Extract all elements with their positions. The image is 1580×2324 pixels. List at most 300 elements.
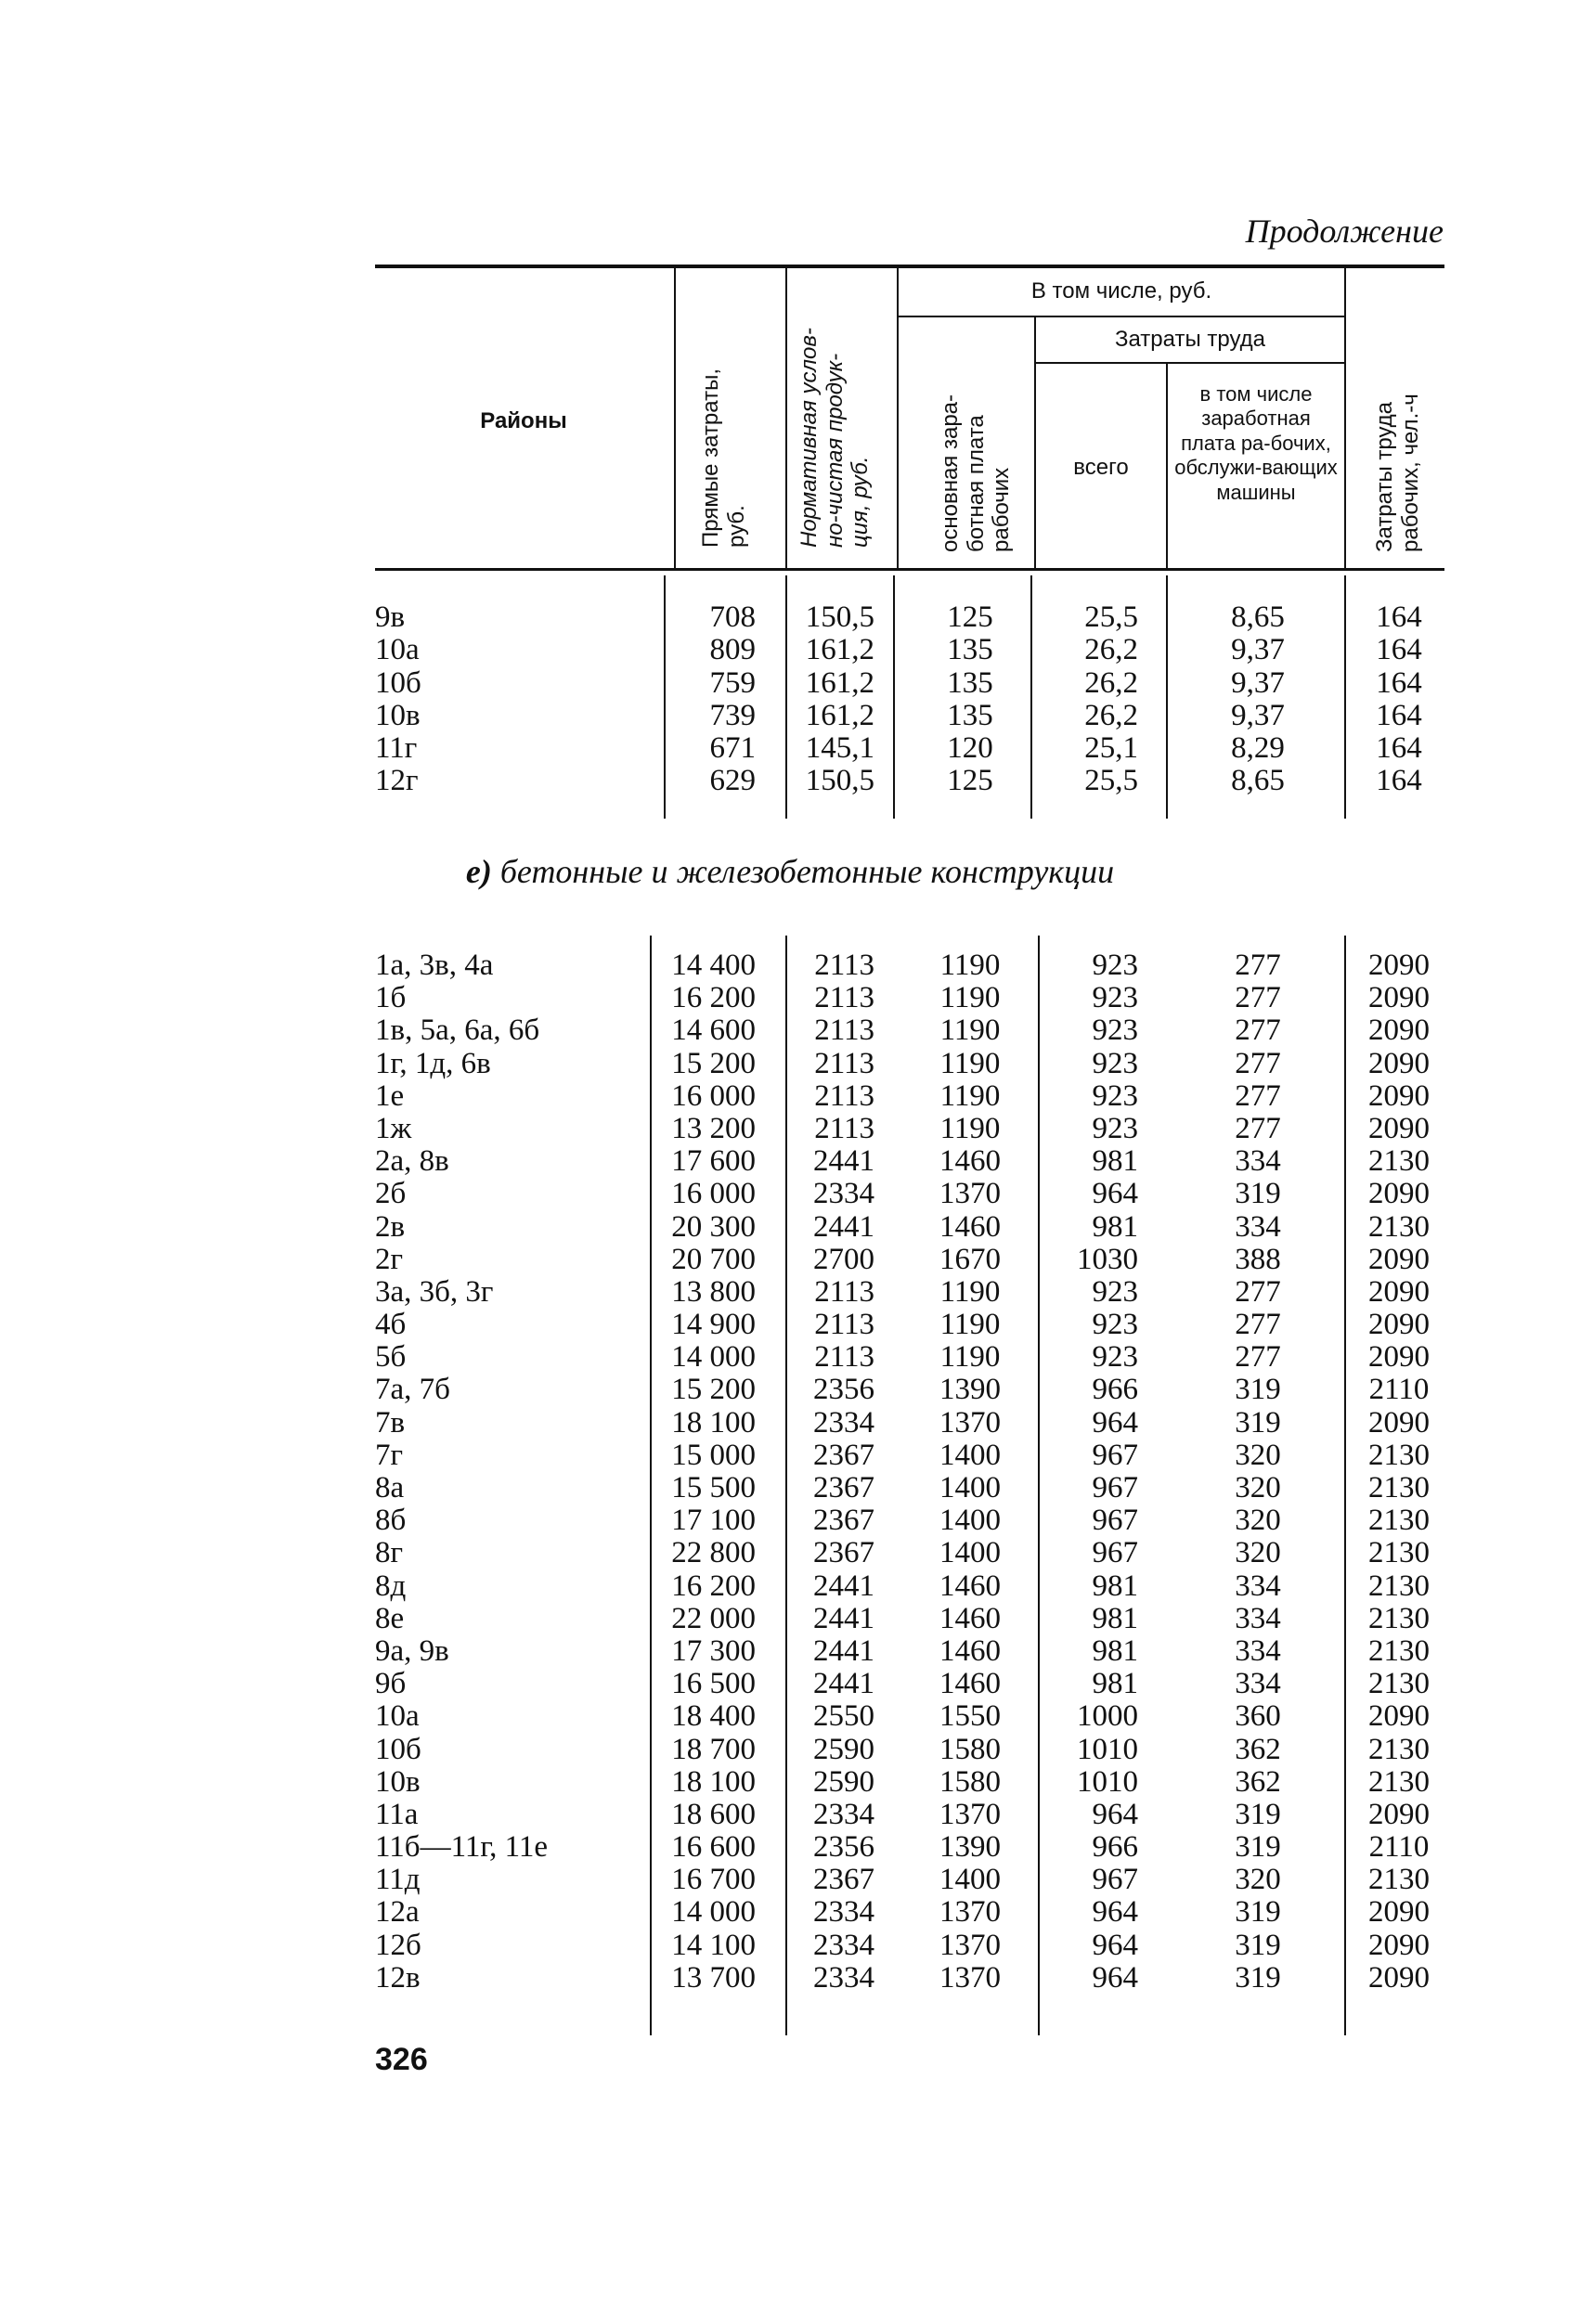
labor-hours-cell: 164 — [1376, 665, 1422, 700]
labor-total-cell: 1010 — [1077, 1764, 1138, 1799]
labor-hours-cell: 164 — [1376, 633, 1422, 667]
region-cell: 7г — [375, 1438, 404, 1472]
base-wage-cell: 1400 — [939, 1536, 1001, 1570]
labor-total-cell: 26,2 — [1084, 633, 1138, 667]
region-cell: 7а, 7б — [375, 1373, 450, 1407]
base-wage-cell: 1190 — [939, 1274, 1001, 1309]
labor-total-cell: 964 — [1092, 1405, 1138, 1440]
region-cell: 10б — [375, 1732, 421, 1766]
labor-total-cell: 964 — [1092, 1177, 1138, 1211]
region-cell: 10а — [375, 633, 420, 667]
normative-output-cell: 2334 — [813, 1797, 874, 1831]
machine-wage-cell: 8,65 — [1231, 764, 1285, 798]
direct-costs-cell: 17 100 — [671, 1504, 756, 1538]
normative-output-cell: 2334 — [813, 1928, 874, 1962]
labor-hours-cell: 164 — [1376, 731, 1422, 766]
labor-hours-cell: 2090 — [1368, 1014, 1430, 1048]
labor-total-cell: 981 — [1092, 1144, 1138, 1179]
labor-hours-cell: 2130 — [1368, 1471, 1430, 1504]
labor-total-cell: 966 — [1092, 1373, 1138, 1407]
base-wage-cell: 1580 — [939, 1764, 1001, 1799]
region-cell: 3а, 3б, 3г — [375, 1274, 494, 1309]
direct-costs-cell: 17 300 — [671, 1633, 756, 1668]
labor-hours-cell: 2090 — [1368, 1177, 1430, 1211]
normative-output-cell: 161,2 — [805, 698, 874, 732]
machine-wage-cell: 277 — [1235, 1046, 1281, 1080]
machine-wage-cell: 277 — [1235, 981, 1281, 1015]
normative-output-cell: 150,5 — [805, 600, 874, 634]
table-row — [0, 1276, 1580, 1309]
base-wage-cell: 1190 — [939, 981, 1001, 1015]
base-wage-cell: 1370 — [939, 1405, 1001, 1440]
normative-output-cell: 2334 — [813, 1405, 874, 1440]
base-wage-cell: 120 — [947, 731, 993, 766]
machine-wage-cell: 362 — [1235, 1764, 1281, 1799]
top-table-body — [0, 601, 1580, 798]
machine-wage-cell: 319 — [1235, 1373, 1281, 1407]
direct-costs-cell: 20 300 — [671, 1209, 756, 1244]
table-row — [0, 1048, 1580, 1080]
table-row — [0, 1440, 1580, 1472]
header-divider — [1344, 266, 1346, 568]
region-cell: 1б — [375, 981, 407, 1015]
table-row — [0, 1145, 1580, 1178]
machine-wage-cell: 8,29 — [1231, 731, 1285, 766]
table-row — [0, 1603, 1580, 1635]
header-divider — [897, 316, 1344, 317]
region-cell: 1е — [375, 1078, 405, 1113]
table-row — [0, 1014, 1580, 1047]
direct-costs-cell: 629 — [709, 764, 756, 798]
labor-total-cell: 25,5 — [1084, 600, 1138, 634]
direct-costs-cell: 17 600 — [671, 1144, 756, 1179]
header-direct-costs: Прямые затраты, руб. — [698, 368, 749, 548]
labor-total-cell: 923 — [1092, 1340, 1138, 1375]
direct-costs-cell: 18 400 — [671, 1699, 756, 1734]
base-wage-cell: 1400 — [939, 1438, 1001, 1472]
region-cell: 2г — [375, 1242, 404, 1276]
base-wage-cell: 1370 — [939, 1960, 1001, 1995]
labor-total-cell: 981 — [1092, 1633, 1138, 1668]
table-row — [0, 634, 1580, 666]
labor-hours-cell: 2090 — [1368, 1242, 1430, 1276]
base-wage-cell: 1460 — [939, 1601, 1001, 1635]
region-cell: 8б — [375, 1504, 407, 1538]
labor-hours-cell: 2090 — [1368, 1699, 1430, 1734]
labor-hours-cell: 2130 — [1368, 1764, 1430, 1799]
machine-wage-cell: 360 — [1235, 1699, 1281, 1734]
region-cell: 2в — [375, 1209, 406, 1244]
direct-costs-cell: 14 000 — [671, 1340, 756, 1375]
direct-costs-cell: 739 — [709, 698, 756, 732]
base-wage-cell: 1190 — [939, 1046, 1001, 1080]
header-machine-wage: в том числе заработная плата ра-бочих, обслужи-вающих машины — [1174, 382, 1338, 504]
labor-total-cell: 26,2 — [1084, 698, 1138, 732]
labor-total-cell: 964 — [1092, 1797, 1138, 1831]
table-row — [0, 732, 1580, 765]
base-wage-cell: 1580 — [939, 1732, 1001, 1766]
labor-total-cell: 1030 — [1077, 1242, 1138, 1276]
machine-wage-cell: 319 — [1235, 1177, 1281, 1211]
labor-total-cell: 967 — [1092, 1438, 1138, 1472]
machine-wage-cell: 320 — [1235, 1863, 1281, 1897]
table-row — [0, 1734, 1580, 1766]
bottom-table-body — [0, 949, 1580, 1995]
region-cell: 1ж — [375, 1111, 412, 1145]
labor-hours-cell: 164 — [1376, 764, 1422, 798]
normative-output-cell: 2367 — [813, 1504, 874, 1538]
table-row — [0, 1766, 1580, 1799]
labor-hours-cell: 2130 — [1368, 1601, 1430, 1635]
labor-hours-cell: 2130 — [1368, 1209, 1430, 1244]
base-wage-cell: 1370 — [939, 1895, 1001, 1930]
base-wage-cell: 1190 — [939, 1014, 1001, 1048]
region-cell: 12в — [375, 1960, 421, 1995]
base-wage-cell: 1370 — [939, 1177, 1001, 1211]
base-wage-cell: 1400 — [939, 1471, 1001, 1504]
direct-costs-cell: 16 200 — [671, 1569, 756, 1603]
labor-total-cell: 964 — [1092, 1960, 1138, 1995]
region-cell: 1г, 1д, 6в — [375, 1046, 491, 1080]
labor-total-cell: 923 — [1092, 1078, 1138, 1113]
labor-total-cell: 923 — [1092, 1274, 1138, 1309]
normative-output-cell: 2113 — [814, 1340, 874, 1375]
labor-total-cell: 1000 — [1077, 1699, 1138, 1734]
labor-total-cell: 964 — [1092, 1895, 1138, 1930]
base-wage-cell: 1460 — [939, 1569, 1001, 1603]
header-labor-total: всего — [1073, 455, 1129, 480]
table-row — [0, 1504, 1580, 1537]
labor-total-cell: 923 — [1092, 1046, 1138, 1080]
region-cell: 10в — [375, 698, 421, 732]
normative-output-cell: 2356 — [813, 1373, 874, 1407]
machine-wage-cell: 319 — [1235, 1928, 1281, 1962]
direct-costs-cell: 16 000 — [671, 1177, 756, 1211]
table-row — [0, 1700, 1580, 1733]
labor-total-cell: 981 — [1092, 1209, 1138, 1244]
labor-hours-cell: 2090 — [1368, 1895, 1430, 1930]
labor-hours-cell: 2090 — [1368, 981, 1430, 1015]
table-row — [0, 1962, 1580, 1995]
table-row — [0, 949, 1580, 982]
region-cell: 12б — [375, 1928, 421, 1962]
direct-costs-cell: 13 800 — [671, 1274, 756, 1309]
table-row — [0, 1211, 1580, 1244]
normative-output-cell: 2441 — [813, 1569, 874, 1603]
labor-total-cell: 967 — [1092, 1504, 1138, 1538]
normative-output-cell: 161,2 — [805, 665, 874, 700]
header-including: В том числе, руб. — [1030, 278, 1212, 303]
normative-output-cell: 2550 — [813, 1699, 874, 1734]
header-divider — [1034, 317, 1036, 568]
header-normative-output: Нормативная услов- но-чистая продук- ция, руб. — [796, 328, 874, 548]
direct-costs-cell: 14 900 — [671, 1308, 756, 1342]
labor-hours-cell: 2090 — [1368, 1274, 1430, 1309]
labor-hours-cell: 2090 — [1368, 1078, 1430, 1113]
machine-wage-cell: 9,37 — [1231, 633, 1285, 667]
labor-hours-cell: 164 — [1376, 600, 1422, 634]
direct-costs-cell: 18 100 — [671, 1764, 756, 1799]
table-row — [0, 1570, 1580, 1603]
header-divider — [674, 266, 676, 568]
direct-costs-cell: 13 700 — [671, 1960, 756, 1995]
base-wage-cell: 125 — [947, 764, 993, 798]
region-cell: 1а, 3в, 4а — [375, 949, 494, 982]
section-title-text: бетонные и железобетонные конструкции — [499, 853, 1115, 890]
direct-costs-cell: 16 200 — [671, 981, 756, 1015]
machine-wage-cell: 277 — [1235, 1274, 1281, 1309]
labor-hours-cell: 2090 — [1368, 949, 1430, 982]
base-wage-cell: 1390 — [939, 1830, 1001, 1865]
region-cell: 7в — [375, 1405, 406, 1440]
table-row — [0, 1080, 1580, 1113]
normative-output-cell: 2113 — [814, 1308, 874, 1342]
table-row — [0, 1309, 1580, 1341]
direct-costs-cell: 15 200 — [671, 1046, 756, 1080]
table-row — [0, 1472, 1580, 1504]
table-row — [0, 982, 1580, 1014]
labor-total-cell: 923 — [1092, 981, 1138, 1015]
table-row — [0, 700, 1580, 732]
labor-hours-cell: 2130 — [1368, 1144, 1430, 1179]
labor-total-cell: 923 — [1092, 949, 1138, 982]
machine-wage-cell: 277 — [1235, 1308, 1281, 1342]
direct-costs-cell: 759 — [709, 665, 756, 700]
labor-hours-cell: 2130 — [1368, 1536, 1430, 1570]
machine-wage-cell: 9,37 — [1231, 665, 1285, 700]
labor-total-cell: 26,2 — [1084, 665, 1138, 700]
labor-hours-cell: 2130 — [1368, 1504, 1430, 1538]
table-row — [0, 1864, 1580, 1896]
base-wage-cell: 1460 — [939, 1209, 1001, 1244]
machine-wage-cell: 8,65 — [1231, 600, 1285, 634]
normative-output-cell: 161,2 — [805, 633, 874, 667]
header-base-wage: основная зара- ботная плата рабочих — [938, 394, 1015, 552]
labor-total-cell: 981 — [1092, 1667, 1138, 1701]
table-row — [0, 1668, 1580, 1700]
normative-output-cell: 2367 — [813, 1536, 874, 1570]
direct-costs-cell: 809 — [709, 633, 756, 667]
machine-wage-cell: 334 — [1235, 1667, 1281, 1701]
normative-output-cell: 2334 — [813, 1177, 874, 1211]
normative-output-cell: 2367 — [813, 1471, 874, 1504]
normative-output-cell: 2441 — [813, 1633, 874, 1668]
direct-costs-cell: 16 000 — [671, 1078, 756, 1113]
region-cell: 1в, 5а, 6а, 6б — [375, 1014, 540, 1048]
table-row — [0, 1635, 1580, 1668]
region-cell: 12а — [375, 1895, 420, 1930]
base-wage-cell: 1370 — [939, 1797, 1001, 1831]
table-row — [0, 1537, 1580, 1569]
region-cell: 4б — [375, 1308, 407, 1342]
region-cell: 2а, 8в — [375, 1144, 449, 1179]
labor-total-cell: 1010 — [1077, 1732, 1138, 1766]
labor-total-cell: 981 — [1092, 1569, 1138, 1603]
table-row — [0, 1113, 1580, 1145]
machine-wage-cell: 277 — [1235, 1340, 1281, 1375]
header-divider — [1034, 362, 1344, 364]
labor-total-cell: 923 — [1092, 1111, 1138, 1145]
machine-wage-cell: 320 — [1235, 1438, 1281, 1472]
direct-costs-cell: 15 500 — [671, 1471, 756, 1504]
normative-output-cell: 2700 — [813, 1242, 874, 1276]
table-row — [0, 765, 1580, 797]
machine-wage-cell: 334 — [1235, 1633, 1281, 1668]
machine-wage-cell: 362 — [1235, 1732, 1281, 1766]
labor-hours-cell: 2130 — [1368, 1633, 1430, 1668]
direct-costs-cell: 14 100 — [671, 1928, 756, 1962]
labor-hours-cell: 2110 — [1368, 1373, 1430, 1407]
continuation-label: Продолжение — [1245, 213, 1444, 250]
direct-costs-cell: 16 500 — [671, 1667, 756, 1701]
labor-hours-cell: 2090 — [1368, 1960, 1430, 1995]
base-wage-cell: 135 — [947, 633, 993, 667]
region-cell: 11г — [375, 731, 418, 766]
table-row — [0, 667, 1580, 700]
normative-output-cell: 2113 — [814, 1078, 874, 1113]
base-wage-cell: 1190 — [939, 1308, 1001, 1342]
labor-total-cell: 981 — [1092, 1601, 1138, 1635]
machine-wage-cell: 319 — [1235, 1797, 1281, 1831]
direct-costs-cell: 18 600 — [671, 1797, 756, 1831]
normative-output-cell: 150,5 — [805, 764, 874, 798]
machine-wage-cell: 9,37 — [1231, 698, 1285, 732]
region-cell: 11д — [375, 1863, 421, 1897]
labor-total-cell: 967 — [1092, 1863, 1138, 1897]
base-wage-cell: 1190 — [939, 1111, 1001, 1145]
table-top-rule — [375, 265, 1444, 268]
machine-wage-cell: 277 — [1235, 1111, 1281, 1145]
labor-hours-cell: 164 — [1376, 698, 1422, 732]
normative-output-cell: 2441 — [813, 1144, 874, 1179]
direct-costs-cell: 20 700 — [671, 1242, 756, 1276]
labor-hours-cell: 2130 — [1368, 1667, 1430, 1701]
table-row — [0, 601, 1580, 634]
labor-total-cell: 964 — [1092, 1928, 1138, 1962]
direct-costs-cell: 13 200 — [671, 1111, 756, 1145]
table-row — [0, 1407, 1580, 1440]
base-wage-cell: 1370 — [939, 1928, 1001, 1962]
normative-output-cell: 2113 — [814, 1046, 874, 1080]
table-row — [0, 1930, 1580, 1962]
base-wage-cell: 1460 — [939, 1667, 1001, 1701]
normative-output-cell: 2334 — [813, 1960, 874, 1995]
table-row — [0, 1341, 1580, 1374]
direct-costs-cell: 15 200 — [671, 1373, 756, 1407]
base-wage-cell: 1670 — [939, 1242, 1001, 1276]
header-divider — [897, 266, 899, 568]
labor-total-cell: 25,1 — [1084, 731, 1138, 766]
normative-output-cell: 2441 — [813, 1667, 874, 1701]
header-divider — [1166, 364, 1168, 568]
base-wage-cell: 1390 — [939, 1373, 1001, 1407]
table-row — [0, 1831, 1580, 1864]
region-cell: 8г — [375, 1536, 404, 1570]
normative-output-cell: 2441 — [813, 1209, 874, 1244]
labor-hours-cell: 2110 — [1368, 1830, 1430, 1865]
labor-hours-cell: 2090 — [1368, 1797, 1430, 1831]
region-cell: 12г — [375, 764, 419, 798]
region-cell: 9в — [375, 600, 406, 634]
region-cell: 2б — [375, 1177, 407, 1211]
header-labor-costs: Затраты труда — [1114, 327, 1265, 352]
region-cell: 8а — [375, 1471, 405, 1504]
labor-total-cell: 967 — [1092, 1471, 1138, 1504]
direct-costs-cell: 16 700 — [671, 1863, 756, 1897]
base-wage-cell: 1400 — [939, 1504, 1001, 1538]
direct-costs-cell: 18 100 — [671, 1405, 756, 1440]
direct-costs-cell: 708 — [709, 600, 756, 634]
header-regions: Районы — [480, 408, 567, 433]
direct-costs-cell: 14 000 — [671, 1895, 756, 1930]
normative-output-cell: 2334 — [813, 1895, 874, 1930]
direct-costs-cell: 14 600 — [671, 1014, 756, 1048]
labor-total-cell: 25,5 — [1084, 764, 1138, 798]
labor-hours-cell: 2090 — [1368, 1308, 1430, 1342]
labor-total-cell: 923 — [1092, 1014, 1138, 1048]
section-label: е) — [465, 853, 492, 890]
normative-output-cell: 2590 — [813, 1764, 874, 1799]
region-cell: 10б — [375, 665, 421, 700]
labor-hours-cell: 2090 — [1368, 1928, 1430, 1962]
labor-hours-cell: 2090 — [1368, 1111, 1430, 1145]
header-bottom-rule — [375, 568, 1444, 571]
base-wage-cell: 1460 — [939, 1144, 1001, 1179]
normative-output-cell: 2113 — [814, 1111, 874, 1145]
direct-costs-cell: 16 600 — [671, 1830, 756, 1865]
base-wage-cell: 135 — [947, 698, 993, 732]
normative-output-cell: 2113 — [814, 949, 874, 982]
labor-total-cell: 967 — [1092, 1536, 1138, 1570]
section-title — [0, 852, 1580, 891]
base-wage-cell: 1190 — [939, 949, 1001, 982]
labor-total-cell: 966 — [1092, 1830, 1138, 1865]
base-wage-cell: 1400 — [939, 1863, 1001, 1897]
region-cell: 10в — [375, 1764, 421, 1799]
base-wage-cell: 125 — [947, 600, 993, 634]
region-cell: 9а, 9в — [375, 1633, 449, 1668]
region-cell: 5б — [375, 1340, 407, 1375]
normative-output-cell: 2356 — [813, 1830, 874, 1865]
direct-costs-cell: 14 400 — [671, 949, 756, 982]
machine-wage-cell: 319 — [1235, 1830, 1281, 1865]
machine-wage-cell: 277 — [1235, 949, 1281, 982]
page-number: 326 — [375, 2042, 428, 2077]
machine-wage-cell: 319 — [1235, 1895, 1281, 1930]
labor-hours-cell: 2130 — [1368, 1569, 1430, 1603]
labor-hours-cell: 2130 — [1368, 1438, 1430, 1472]
region-cell: 8д — [375, 1569, 407, 1603]
base-wage-cell: 1460 — [939, 1633, 1001, 1668]
normative-output-cell: 2367 — [813, 1438, 874, 1472]
region-cell: 10а — [375, 1699, 420, 1734]
normative-output-cell: 145,1 — [805, 731, 874, 766]
region-cell: 9б — [375, 1667, 407, 1701]
labor-hours-cell: 2090 — [1368, 1046, 1430, 1080]
machine-wage-cell: 334 — [1235, 1209, 1281, 1244]
labor-hours-cell: 2090 — [1368, 1405, 1430, 1440]
table-row — [0, 1374, 1580, 1406]
machine-wage-cell: 334 — [1235, 1601, 1281, 1635]
labor-hours-cell: 2130 — [1368, 1863, 1430, 1897]
table-row — [0, 1244, 1580, 1276]
machine-wage-cell: 320 — [1235, 1471, 1281, 1504]
base-wage-cell: 1550 — [939, 1699, 1001, 1734]
base-wage-cell: 1190 — [939, 1078, 1001, 1113]
direct-costs-cell: 22 800 — [671, 1536, 756, 1570]
table-row — [0, 1896, 1580, 1929]
table-row — [0, 1178, 1580, 1210]
